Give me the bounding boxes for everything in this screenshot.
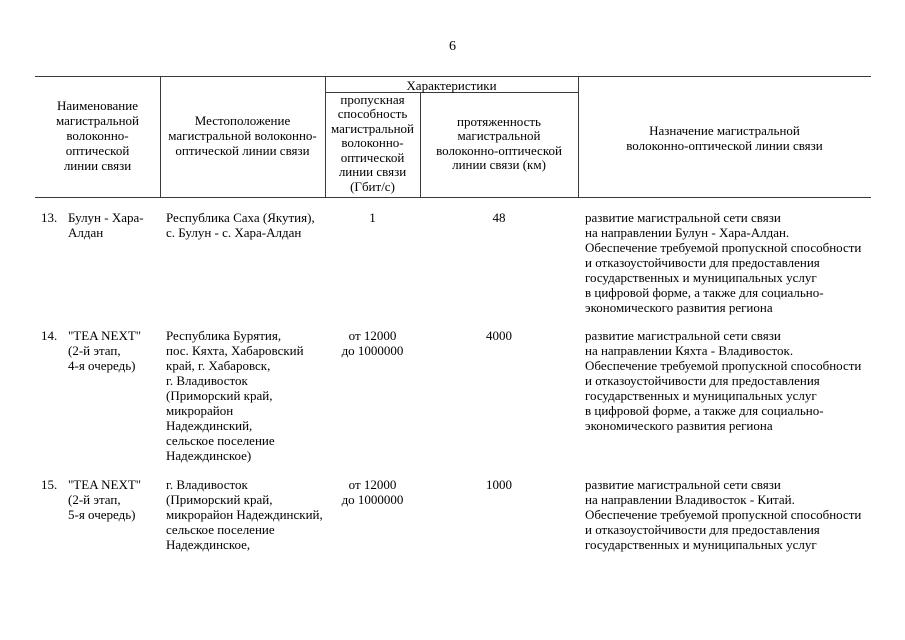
row-number: 15.	[41, 477, 58, 492]
row-number: 13.	[41, 210, 58, 225]
header-capacity: пропускная способность магистральной волоконно- оптической линии связи (Гбит/с)	[330, 91, 415, 194]
table-row	[0, 328, 905, 463]
line-name: "TEA NEXT" (2-й этап, 4-я очередь)	[68, 328, 142, 373]
header-bottom-border	[35, 197, 871, 198]
line-purpose: развитие магистральной сети связи на направлении Булун - Хара-Алдан. Обеспечение требуемой пропускной способности и отказоустойчивости для предоставления государственных и муниципальных услуг в цифровой форме, а также для социально- экономического развития региона	[585, 210, 862, 315]
line-location: г. Владивосток (Приморский край, микрорайон Надеждинский, сельское поселение Надеждинское,	[166, 477, 323, 552]
line-purpose: развитие магистральной сети связи на направлении Кяхта - Владивосток. Обеспечение требуемой пропускной способности и отказоустойчивости для предоставления государственных и муниципальных услуг в цифровой форме, а также для социально- экономического развития региона	[585, 328, 862, 433]
header-length: протяженность магистральной волоконно-оптической линии связи (км)	[436, 113, 562, 172]
header-purpose: Назначение магистральной волоконно-оптической линии связи	[626, 122, 823, 153]
table-row	[0, 477, 905, 552]
header-location: Местоположение магистральной волоконно- оптической линии связи	[168, 112, 317, 158]
line-name: "TEA NEXT" (2-й этап, 5-я очередь)	[68, 477, 142, 522]
header-name: Наименование магистральной волоконно- оптической линии связи	[55, 97, 140, 173]
header-group-characteristics: Характеристики	[406, 78, 497, 93]
table-row	[0, 210, 905, 315]
page-number: 6	[449, 39, 456, 54]
line-name: Булун - Хара- Алдан	[68, 210, 144, 240]
line-length: 1000	[486, 477, 512, 492]
line-purpose: развитие магистральной сети связи на направлении Владивосток - Китай. Обеспечение требуемой пропускной способности и отказоустойчивости для предоставления государственных и муниципальных услуг	[585, 477, 862, 552]
line-capacity: от 12000 до 1000000	[341, 328, 404, 358]
line-location: Республика Саха (Якутия), с. Булун - с. Хара-Алдан	[166, 210, 315, 240]
row-number: 14.	[41, 328, 58, 343]
line-capacity: от 12000 до 1000000	[341, 477, 404, 507]
line-location: Республика Бурятия, пос. Кяхта, Хабаровский край, г. Хабаровск, г. Владивосток (Приморский край, микрорайон Надеждинский, сельское поселение Надеждинское)	[166, 328, 304, 463]
line-length: 4000	[486, 328, 512, 343]
line-capacity: 1	[369, 210, 376, 225]
line-length: 48	[492, 210, 506, 225]
